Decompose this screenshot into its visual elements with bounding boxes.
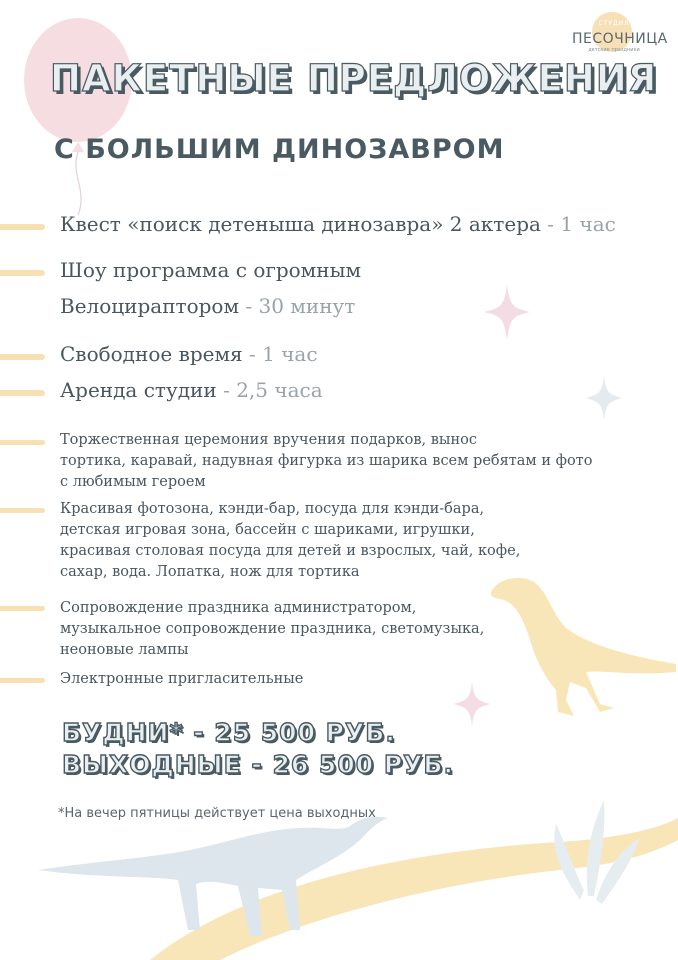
bullet-bar [0, 606, 45, 611]
item-text: Шоу программа с огромным [60, 258, 362, 282]
page-subtitle: С БОЛЬШИМ ДИНОЗАВРОМ [54, 134, 505, 165]
detail-line: неоновые лампы [60, 642, 189, 658]
main-item-show-cont [60, 294, 355, 318]
item-text: Велоцираптором [60, 294, 240, 318]
detail-line: музыкальное сопровождение праздника, светомузыка, [60, 621, 485, 637]
main-item-free-time [60, 342, 318, 366]
logo-name: ПЕСОЧНИЦА [572, 31, 668, 47]
sparkle-blue-icon [586, 376, 622, 420]
item-duration: - 2,5 часа [216, 378, 323, 402]
footnote: *На вечер пятницы действует цена выходных [58, 806, 376, 821]
detail-line: Красивая фотозона, кэнди-бар, посуда для кэнди-бара, [60, 501, 485, 517]
main-item-rental [60, 378, 323, 402]
detail-line: детская игровая зона, бассейн с шариками, игрушки, [60, 522, 475, 538]
sparkle-pink-small-icon [454, 682, 490, 726]
studio-logo [572, 12, 668, 53]
item-duration: - 1 час [242, 342, 318, 366]
dinosaur-yellow-icon [491, 578, 676, 716]
item-text: Свободное время [60, 342, 243, 366]
detail-invitations [60, 669, 303, 690]
bullet-bar [0, 270, 45, 276]
price-weekends: ВЫХОДНЫЕ - 26 500 РУБ. [62, 750, 454, 779]
detail-ceremony [60, 430, 592, 493]
page-title: ПАКЕТНЫЕ ПРЕДЛОЖЕНИЯ [50, 57, 658, 100]
detail-photozone [60, 499, 520, 583]
bullet-bar [0, 354, 45, 360]
main-item-show [60, 258, 361, 282]
bullet-bar [0, 390, 45, 396]
bullet-bar [0, 440, 45, 445]
detail-line: Сопровождение праздника администратором, [60, 600, 417, 616]
detail-line: тортика, каравай, надувная фигурка из шарика всем ребятам и фото [60, 453, 593, 469]
item-duration: - 1 час [540, 212, 616, 236]
detail-line: красивая столовая посуда для детей и взрослых, чай, кофе, [60, 543, 521, 559]
main-item-quest [60, 212, 616, 236]
logo-small-text: СТУДИЯ [598, 20, 630, 27]
item-text: Квест «поиск детеныша динозавра» 2 актера [60, 212, 541, 236]
item-text: Аренда студии [60, 378, 217, 402]
detail-line: Электронные пригласительные [60, 671, 304, 687]
bullet-bar [0, 678, 45, 683]
bullet-bar [0, 508, 45, 513]
price-weekdays: БУДНИ* - 25 500 РУБ. [62, 718, 396, 747]
detail-line: Торжественная церемония вручения подарков, вынос [60, 432, 477, 448]
plant-leaves-icon [554, 800, 640, 904]
logo-tagline: детские праздники [588, 47, 640, 53]
item-duration: - 30 минут [239, 294, 356, 318]
detail-admin [60, 598, 484, 661]
bullet-bar [0, 224, 45, 230]
balloon-icon [24, 18, 132, 215]
detail-line: сахар, вода. Лопатка, нож для тортика [60, 564, 360, 580]
sparkle-pink-icon [484, 285, 530, 340]
detail-line: с любимым героем [60, 474, 206, 490]
